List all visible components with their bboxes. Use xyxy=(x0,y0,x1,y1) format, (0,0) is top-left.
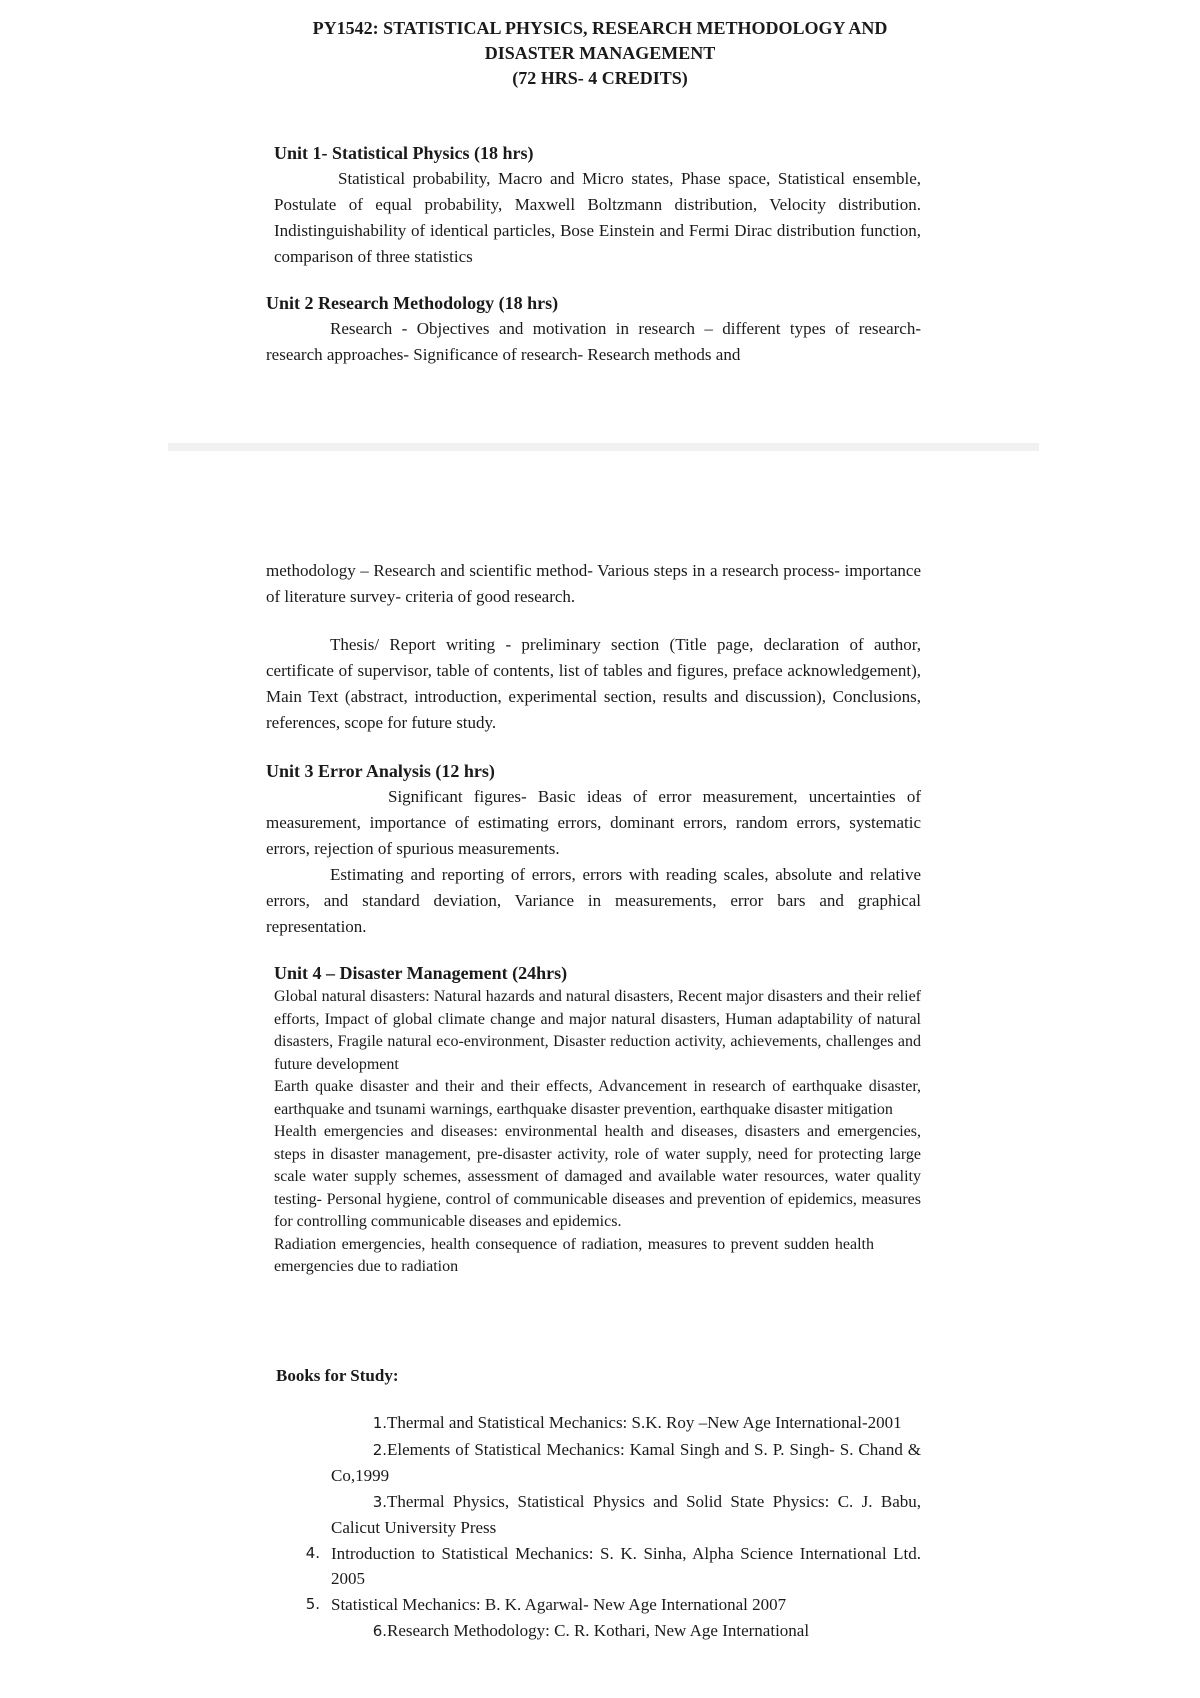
page-break xyxy=(168,443,1039,451)
book-item xyxy=(0,1592,921,1617)
unit-2-body-part-1: Research - Objectives and motivation in research – different types of research- research approaches- Significance of research- Research methods and xyxy=(266,319,921,364)
unit-2-continued xyxy=(266,558,921,736)
unit-4-section xyxy=(274,960,921,1279)
books-list xyxy=(0,1410,921,1644)
book-number: 6. xyxy=(372,1622,387,1640)
books-list-block xyxy=(0,1410,921,1644)
book-item xyxy=(0,1437,921,1488)
book-item xyxy=(0,1489,921,1540)
unit-2-thesis-paragraph: Thesis/ Report writing - preliminary section (Title page, declaration of author, certificate of supervisor, table of contents, list of tables and figures, preface acknowledgement), Main Text (abstract, introduction, experimental section, results and discussion), Conclusions, references, scope for future study. xyxy=(266,635,921,732)
unit-2-section xyxy=(266,290,921,368)
unit-4-paragraph-3: Health emergencies and diseases: environmental health and diseases, disasters and emergencies, steps in disaster management, pre-disaster activity, role of water supply, need for protecting large scale water supply schemes, assessment of damaged and available water resources, water quality testing- Personal hygiene, control of communicable diseases and prevention of epidemics, measures for controlling communicable diseases and epidemics. xyxy=(274,1123,921,1230)
book-item xyxy=(0,1618,921,1644)
document-title xyxy=(0,16,1200,91)
book-text: Research Methodology: C. R. Kothari, New Age International xyxy=(387,1621,810,1640)
unit-4-paragraph-1: Global natural disasters: Natural hazards and natural disasters, Recent major disasters and their relief efforts, Impact of global climate change and major natural disasters, Human adaptability of natural disasters, Fragile natural eco-environment, Disaster reduction activity, achievements, challenges and future development xyxy=(274,988,921,1073)
unit-4-heading: Unit 4 – Disaster Management (24hrs) xyxy=(274,963,568,983)
book-text: Thermal and Statistical Mechanics: S.K. Roy –New Age International-2001 xyxy=(387,1413,902,1432)
book-number: 2. xyxy=(372,1441,387,1459)
unit-4-paragraph-2: Earth quake disaster and their and their effects, Advancement in research of earthquake disaster, earthquake and tsunami warnings, earthquake disaster prevention, earthquake disaster mitigation xyxy=(274,1078,921,1118)
unit-1-body: Statistical probability, Macro and Micro states, Phase space, Statistical ensemble, Postulate of equal probability, Maxwell Boltzmann distribution, Velocity distribution. Indistinguishability of identical particles, Bose Einstein and Fermi Dirac distribution function, comparison of three statistics xyxy=(274,169,921,266)
book-item xyxy=(0,1541,921,1591)
title-line-2: DISASTER MANAGEMENT xyxy=(484,43,716,63)
books-heading: Books for Study: xyxy=(276,1366,399,1385)
book-number: 5. xyxy=(305,1595,320,1613)
unit-2-heading: Unit 2 Research Methodology (18 hrs) xyxy=(266,293,559,313)
unit-3-heading: Unit 3 Error Analysis (12 hrs) xyxy=(266,761,495,781)
books-heading-block xyxy=(276,1363,676,1389)
book-number: 4. xyxy=(305,1544,320,1562)
unit-3-section xyxy=(266,758,921,940)
unit-3-paragraph-1: Significant figures- Basic ideas of error measurement, uncertainties of measurement, importance of estimating errors, dominant errors, random errors, systematic errors, rejection of spurious measurements. xyxy=(266,787,921,858)
title-line-3: (72 HRS- 4 CREDITS) xyxy=(512,68,688,88)
book-number: 1. xyxy=(372,1414,387,1432)
unit-1-section xyxy=(274,140,921,270)
unit-2-body-part-2: methodology – Research and scientific method- Various steps in a research process- importance of literature survey- criteria of good research. xyxy=(266,561,921,606)
book-number: 3. xyxy=(372,1493,387,1511)
unit-4-paragraph-4: Radiation emergencies, health consequence of radiation, measures to prevent sudden health emergencies due to radiation xyxy=(274,1235,874,1275)
unit-1-heading: Unit 1- Statistical Physics (18 hrs) xyxy=(274,143,534,163)
book-text: Introduction to Statistical Mechanics: S. K. Sinha, Alpha Science International Ltd. 2005 xyxy=(331,1544,921,1588)
book-item xyxy=(0,1410,921,1436)
book-text: Thermal Physics, Statistical Physics and Solid State Physics: C. J. Babu, Calicut University Press xyxy=(331,1492,921,1537)
book-text: Elements of Statistical Mechanics: Kamal Singh and S. P. Singh- S. Chand & Co,1999 xyxy=(331,1440,921,1485)
book-text: Statistical Mechanics: B. K. Agarwal- New Age International 2007 xyxy=(331,1595,787,1614)
unit-3-paragraph-2: Estimating and reporting of errors, errors with reading scales, absolute and relative errors, and standard deviation, Variance in measurements, error bars and graphical representation. xyxy=(266,865,921,936)
title-line-1: PY1542: STATISTICAL PHYSICS, RESEARCH METHODOLOGY AND xyxy=(312,18,888,38)
